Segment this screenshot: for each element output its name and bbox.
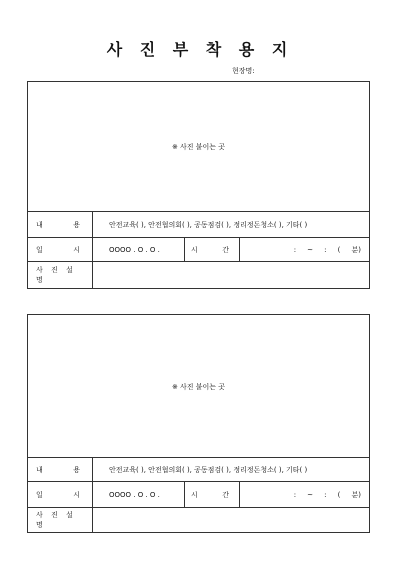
photo-placeholder-label: ※ 사진 붙이는 곳 bbox=[171, 143, 226, 151]
content-row bbox=[28, 458, 369, 482]
date-field[interactable]: OOOO . O . O . bbox=[93, 482, 185, 507]
time-label-char-1: 시 bbox=[191, 245, 198, 254]
datetime-row bbox=[28, 238, 369, 262]
date-label-char-2: 시 bbox=[73, 490, 80, 499]
site-name-label: 현장명: bbox=[232, 67, 255, 75]
photo-form-2 bbox=[27, 314, 370, 533]
content-label bbox=[28, 212, 93, 237]
date-label bbox=[28, 238, 93, 261]
content-label bbox=[28, 458, 93, 481]
photo-area-2[interactable] bbox=[28, 315, 369, 458]
time-label-char-1: 시 bbox=[191, 490, 198, 499]
description-row bbox=[28, 508, 369, 532]
page-title: 사 진 부 착 용 지 bbox=[106, 40, 294, 59]
description-label: 사 진 설 명 bbox=[28, 262, 93, 288]
datetime-row bbox=[28, 482, 369, 508]
photo-area-1[interactable] bbox=[28, 82, 369, 212]
date-field[interactable]: OOOO . O . O . bbox=[93, 238, 185, 261]
time-field[interactable]: : ~ : ( 분) bbox=[293, 490, 361, 499]
time-field[interactable]: : ~ : ( 분) bbox=[293, 245, 361, 254]
time-label-char-2: 간 bbox=[222, 245, 229, 254]
photo-placeholder-label: ※ 사진 붙이는 곳 bbox=[171, 383, 226, 391]
content-label-char-2: 용 bbox=[73, 220, 80, 229]
time-label bbox=[185, 482, 240, 507]
content-options[interactable]: 안전교육( ), 안전협의회( ), 공동점검( ), 정리정돈청소( ), 기타( ) bbox=[109, 220, 308, 229]
time-label bbox=[185, 238, 240, 261]
content-label-char-2: 용 bbox=[73, 465, 80, 474]
date-label-char-2: 시 bbox=[73, 245, 80, 254]
content-row bbox=[28, 212, 369, 238]
content-label-char-1: 내 bbox=[36, 220, 43, 229]
date-label bbox=[28, 482, 93, 507]
date-label-char-1: 일 bbox=[36, 245, 43, 254]
photo-form-1 bbox=[27, 81, 370, 289]
description-field[interactable] bbox=[93, 508, 369, 532]
content-label-char-1: 내 bbox=[36, 465, 43, 474]
content-options[interactable]: 안전교육( ), 안전협의회( ), 공동점검( ), 정리정돈청소( ), 기타( ) bbox=[109, 465, 308, 474]
description-field[interactable] bbox=[93, 262, 369, 288]
description-row bbox=[28, 262, 369, 288]
date-label-char-1: 일 bbox=[36, 490, 43, 499]
description-label: 사 진 설 명 bbox=[28, 508, 93, 532]
time-label-char-2: 간 bbox=[222, 490, 229, 499]
